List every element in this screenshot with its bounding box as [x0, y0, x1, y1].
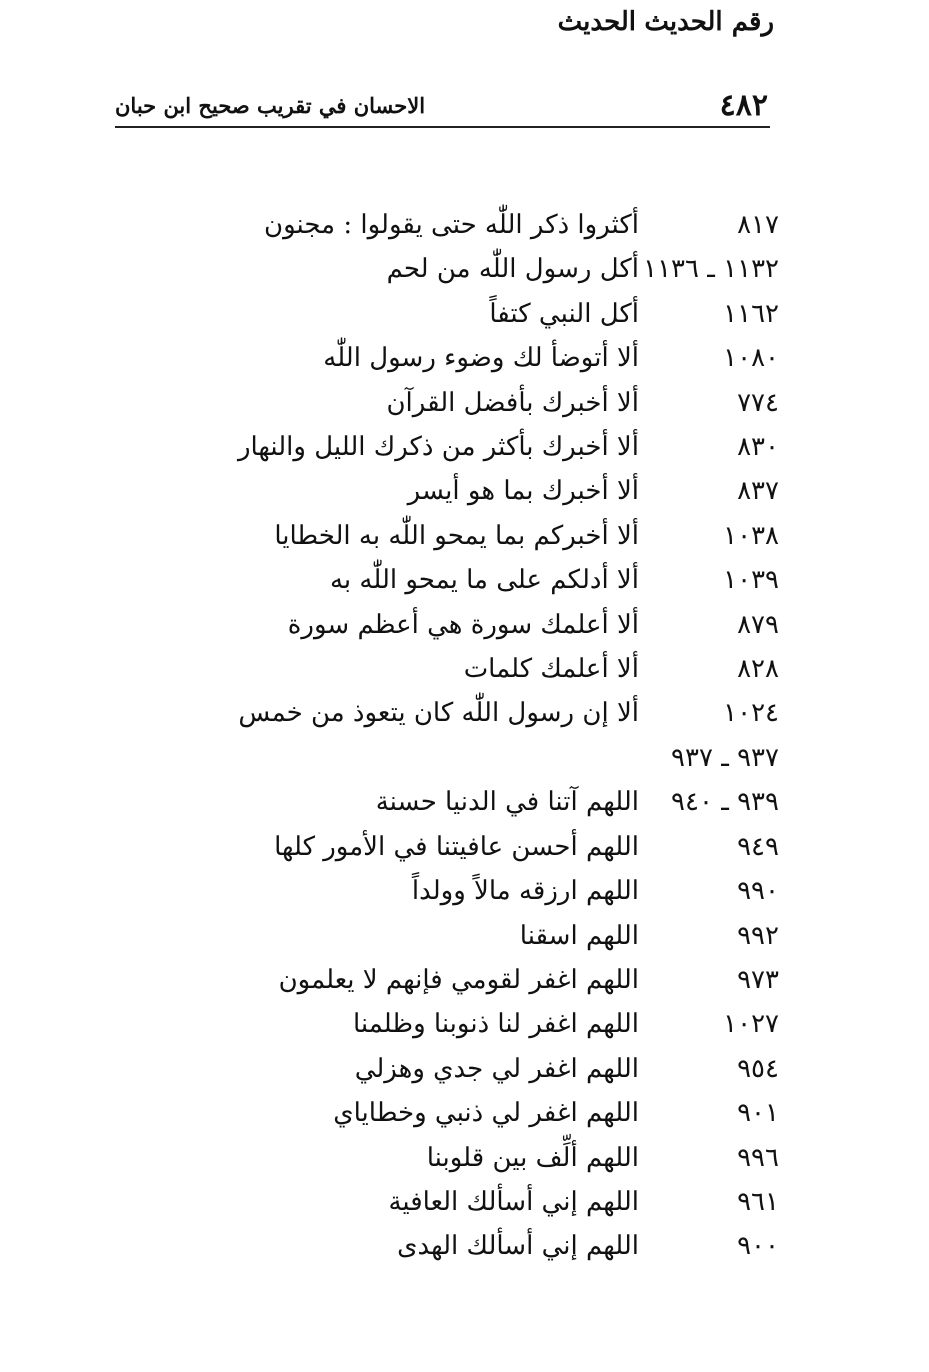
- hadith-text: اللهم اسقنا: [519, 920, 639, 951]
- hadith-text: ألا أخبرك بأفضل القرآن: [386, 387, 639, 418]
- page-number: ٤٨٢: [719, 88, 768, 123]
- index-entry: [0, 825, 929, 869]
- hadith-number: ٩٥٤: [737, 1053, 779, 1084]
- hadith-text: أكل النبي كتفاً: [489, 298, 639, 329]
- hadith-number: ٨٣٠: [737, 432, 779, 463]
- index-entry: [0, 780, 929, 824]
- hadith-text: اللهم اغفر لقومي فإنهم لا يعلمون: [278, 964, 639, 995]
- hadith-text: ألا أتوضأ لك وضوء رسول اللّٰه: [323, 343, 639, 374]
- hadith-number: ١١٣٢ ـ ١١٣٦: [643, 254, 779, 285]
- hadith-number: ٨٢٨: [737, 654, 779, 685]
- header-rule: [115, 126, 770, 128]
- index-entry: [0, 1136, 929, 1180]
- hadith-text: اللهم اغفر لنا ذنوبنا وظلمنا: [352, 1009, 639, 1040]
- hadith-text: ألا أخبرك بأكثر من ذكرك الليل والنهار: [237, 432, 639, 463]
- hadith-text: ألا أعلمك كلمات: [463, 654, 639, 685]
- hadith-text: اللهم إني أسألك العافية: [388, 1186, 639, 1217]
- index-entry: [0, 647, 929, 691]
- index-entry: [0, 336, 929, 380]
- hadith-number: ٨٧٩: [737, 609, 779, 640]
- hadith-text: اللهم أحسن عافيتنا في الأمور كلها: [274, 831, 639, 862]
- hadith-number: ٩٠٠: [737, 1231, 779, 1262]
- hadith-text: ألا أخبركم بما يمحو اللّٰه به الخطايا: [274, 520, 639, 551]
- hadith-text: اللهم اغفر لي جدي وهزلي: [354, 1053, 639, 1084]
- hadith-text: ألا أدلكم على ما يمحو اللّٰه به: [329, 565, 639, 596]
- index-entry: [0, 736, 929, 780]
- hadith-number: ٨٣٧: [737, 476, 779, 507]
- index-entry: [0, 603, 929, 647]
- hadith-number: ٩٤٩: [737, 831, 779, 862]
- hadith-number: ١٠٢٧: [723, 1009, 779, 1040]
- index-entry: [0, 691, 929, 735]
- hadith-text: ألا أخبرك بما هو أيسر: [407, 476, 639, 507]
- hadith-text: اللهم ألِّف بين قلوبنا: [426, 1142, 639, 1173]
- index-entry: [0, 1047, 929, 1091]
- hadith-number: ٩٠١: [737, 1098, 779, 1129]
- hadith-number: ٨١٧: [737, 210, 779, 240]
- hadith-number: ٩٣٧ ـ ٩٣٧: [671, 742, 779, 773]
- index-entry: [0, 425, 929, 469]
- index-entry: [0, 203, 929, 247]
- index-entry: [0, 558, 929, 602]
- hadith-number: ١٠٣٨: [723, 520, 779, 551]
- hadith-number: ٧٧٤: [737, 387, 779, 418]
- hadith-number: ١٠٢٤: [723, 698, 779, 729]
- index-entry: [0, 292, 929, 336]
- text-column-heading: الحديث: [557, 7, 636, 37]
- index-entry: [0, 1224, 929, 1268]
- index-entry: [0, 1002, 929, 1046]
- hadith-number: ٩٣٩ ـ ٩٤٠: [671, 787, 779, 818]
- hadith-number: ٩٦١: [737, 1186, 779, 1217]
- number-column-heading: رقم الحديث: [644, 7, 774, 37]
- hadith-text: ألا إن رسول اللّٰه كان يتعوذ من خمس: [238, 698, 639, 729]
- hadith-number: ٩٩٦: [737, 1142, 779, 1173]
- hadith-number: ١٠٨٠: [723, 343, 779, 374]
- hadith-index-list: [0, 203, 929, 1269]
- index-entry: [0, 514, 929, 558]
- hadith-text: اللهم ارزقه مالاً وولداً: [411, 876, 639, 907]
- index-entry: [0, 469, 929, 513]
- running-title: الاحسان في تقريب صحيح ابن حبان: [115, 93, 426, 118]
- hadith-number: ١١٦٢: [723, 298, 779, 329]
- index-entry: [0, 869, 929, 913]
- hadith-text: أكثروا ذكر اللّٰه حتى يقولوا : مجنون: [264, 210, 639, 240]
- index-entry: [0, 247, 929, 291]
- hadith-text: اللهم إني أسألك الهدى: [397, 1231, 639, 1262]
- index-entry: [0, 1091, 929, 1135]
- page-header: [115, 86, 768, 126]
- index-entry: [0, 914, 929, 958]
- hadith-number: ٩٩٠: [737, 876, 779, 907]
- hadith-number: ٩٩٢: [737, 920, 779, 951]
- hadith-text: اللهم اغفر لي ذنبي وخطاياي: [333, 1098, 639, 1129]
- hadith-number: ١٠٣٩: [723, 565, 779, 596]
- hadith-text: اللهم آتنا في الدنيا حسنة: [375, 787, 639, 818]
- index-entry: [0, 381, 929, 425]
- hadith-number: ٩٧٣: [737, 964, 779, 995]
- hadith-text: ألا أعلمك سورة هي أعظم سورة: [287, 609, 639, 640]
- index-entry: [0, 958, 929, 1002]
- index-entry: [0, 1180, 929, 1224]
- hadith-text: أكل رسول اللّٰه من لحم: [386, 254, 639, 285]
